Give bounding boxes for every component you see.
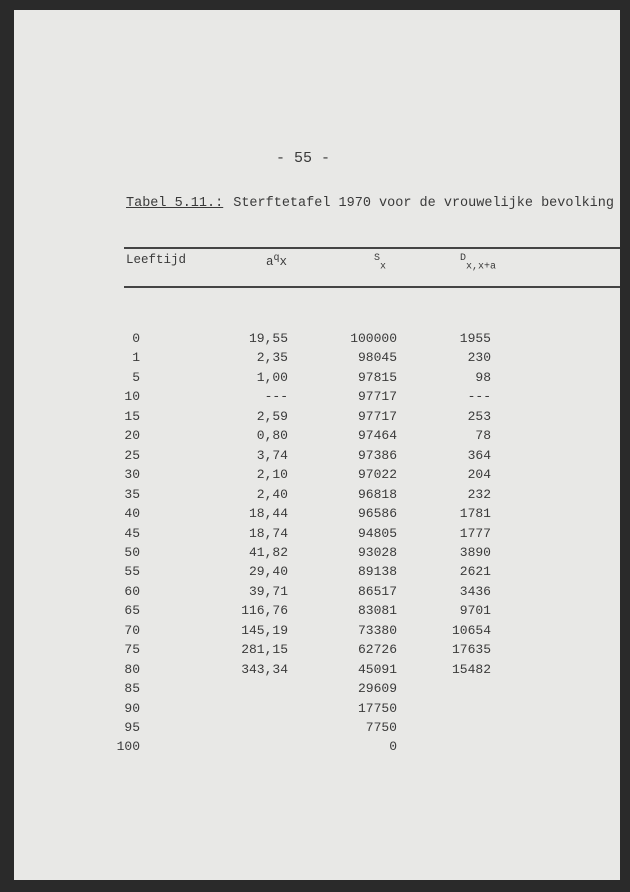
cell-q: 2,40 [256,486,288,502]
table-row [0,506,630,525]
cell-age: 55 [124,564,140,580]
cell-s: 97815 [357,369,397,385]
cell-d: 204 [467,467,491,483]
cell-d: 15482 [451,661,491,677]
table-row [0,350,630,369]
cell-s: 29609 [357,681,397,697]
header-s [374,253,386,273]
cell-age: 20 [124,428,140,444]
cell-q: 29,40 [248,564,288,580]
cell-d: 1781 [459,506,491,522]
q-prefix: a [266,255,274,270]
cell-age: 15 [124,408,140,424]
cell-q: 1,00 [256,369,288,385]
cell-d: 3436 [459,583,491,599]
d-sub: x,x+a [466,261,497,273]
cell-q: 2,35 [256,350,288,366]
cell-s: 97022 [357,467,397,483]
cell-age: 60 [124,583,140,599]
cell-age: 35 [124,486,140,502]
cell-age: 95 [124,720,140,735]
cell-d: 1955 [459,331,491,346]
cell-s: 93028 [357,544,397,560]
cell-d: 1777 [459,525,491,541]
cell-s: 97717 [357,389,397,405]
header-bottom-rule [124,286,620,288]
cell-s: 100000 [350,331,397,346]
table-row [0,487,630,506]
table-row [0,448,630,467]
cell-d: 230 [467,350,491,366]
cell-q: 2,59 [256,408,288,424]
table-row [0,623,630,642]
cell-s: 89138 [357,564,397,580]
table-row [0,389,630,408]
table-row [0,564,630,583]
cell-s: 73380 [357,622,397,638]
cell-d: --- [467,389,491,405]
table-row [0,467,630,486]
cell-age: 50 [124,544,140,560]
cell-age: 75 [124,642,140,658]
cell-q: 18,74 [248,525,288,541]
cell-s: 98045 [357,350,397,366]
table-row [0,681,630,700]
cell-s: 96586 [357,506,397,522]
cell-s: 0 [389,739,397,755]
table-row [0,526,630,545]
header-age: Leeftijd [126,253,187,267]
cell-q: 116,76 [241,603,288,619]
cell-d: 2621 [459,564,491,580]
table-caption: Sterftetafel 1970 voor de vrouwelijke bevolking [233,196,614,211]
cell-q: 2,10 [256,467,288,483]
cell-age: 1 [132,350,140,366]
cell-age: 45 [124,525,140,541]
cell-q: 18,44 [248,506,288,522]
cell-d: 232 [467,486,491,502]
table-row [0,720,630,739]
cell-d: 253 [467,408,491,424]
cell-age: 10 [124,389,140,405]
cell-d: 78 [475,428,491,444]
cell-age: 70 [124,622,140,638]
cell-q: 39,71 [248,583,288,599]
cell-q: 145,19 [241,622,288,638]
table-row [0,428,630,447]
q-sub: x [279,255,288,270]
cell-age: 80 [124,661,140,677]
cell-d: 10654 [451,622,491,638]
cell-s: 97464 [357,428,397,444]
cell-s: 45091 [357,661,397,677]
header-top-rule [124,247,620,249]
cell-d: 3890 [459,544,491,560]
s-sup: S [374,253,381,264]
cell-d: 9701 [459,603,491,619]
cell-q: 343,34 [241,661,288,677]
cell-age: 100 [116,739,140,755]
cell-s: 7750 [365,720,397,735]
table-row [0,370,630,389]
cell-age: 40 [124,506,140,522]
cell-d: 17635 [451,642,491,658]
cell-q: --- [264,389,288,405]
cell-age: 25 [124,447,140,463]
d-sup: D [460,253,467,264]
cell-age: 65 [124,603,140,619]
table-label: Tabel 5.11.: [126,196,224,211]
table-row [0,409,630,428]
cell-d: 98 [475,369,491,385]
cell-d: 364 [467,447,491,463]
header-q [266,253,287,269]
cell-s: 97717 [357,408,397,424]
cell-s: 17750 [357,700,397,716]
cell-s: 97386 [357,447,397,463]
cell-age: 85 [124,681,140,697]
cell-s: 83081 [357,603,397,619]
cell-q: 0,80 [256,428,288,444]
cell-age: 90 [124,700,140,716]
cell-age: 0 [132,331,140,346]
cell-s: 62726 [357,642,397,658]
q-sup: q [273,253,280,264]
table-row [0,701,630,720]
cell-q: 19,55 [248,331,288,346]
page-number: - 55 - [276,150,331,167]
table-row [0,584,630,603]
table-row [0,662,630,681]
cell-s: 86517 [357,583,397,599]
table-row [0,545,630,564]
cell-q: 3,74 [256,447,288,463]
table-row [0,331,630,350]
table-row [0,642,630,661]
cell-age: 30 [124,467,140,483]
table-row [0,739,630,758]
cell-q: 41,82 [248,544,288,560]
cell-s: 94805 [357,525,397,541]
header-d [460,253,496,273]
s-sub: x [380,261,387,273]
cell-q: 281,15 [241,642,288,658]
cell-s: 96818 [357,486,397,502]
cell-age: 5 [132,369,140,385]
table-row [0,603,630,622]
table-title [126,196,614,211]
